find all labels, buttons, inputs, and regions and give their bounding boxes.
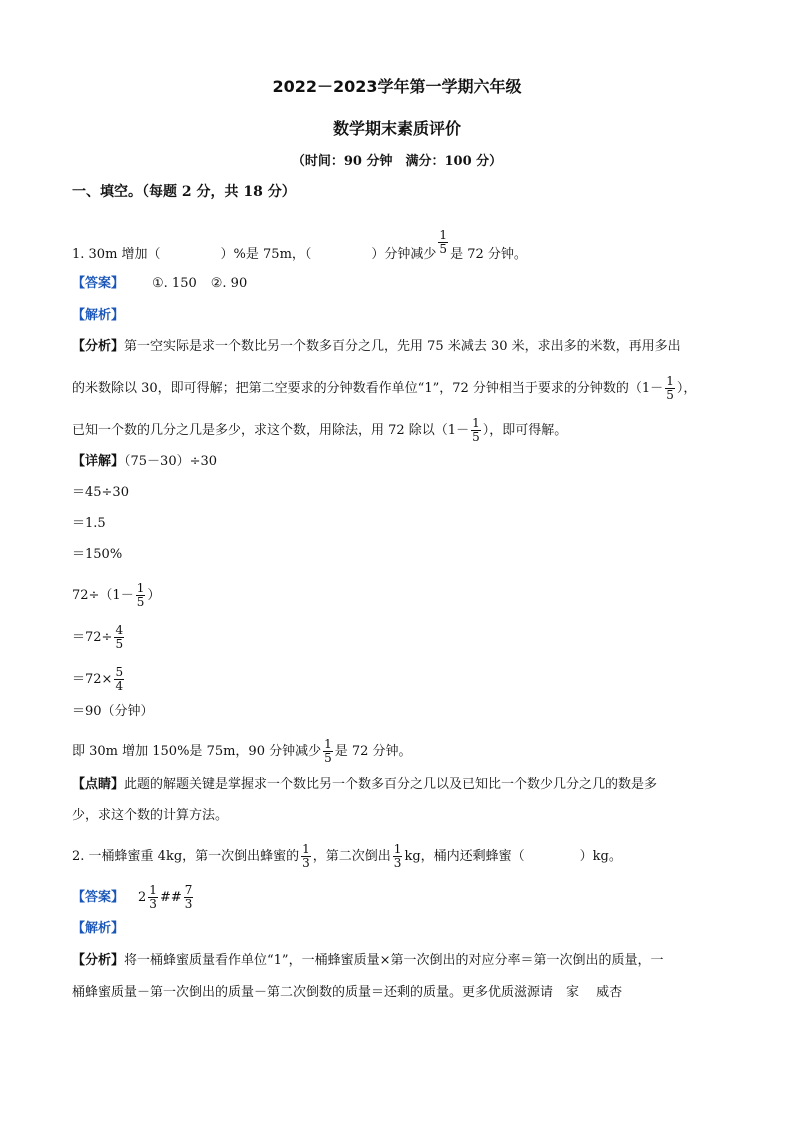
circled-one: ①	[152, 276, 164, 291]
xiangjie-tag: 【详解】	[72, 454, 125, 469]
answer-value-2: . 90	[222, 276, 248, 291]
section-heading: 一、填空。（每题 2 分，共 18 分）	[72, 184, 296, 200]
q1-text-d: 是 72 分钟。	[450, 247, 527, 262]
q1-fenxi-line-2: 的米数除以 30，即可得解；把第二空要求的分钟数看作单位“1”，72 分钟相当于要求的分钟数的（1－ $\frac{1}{5}$ ），	[72, 374, 697, 402]
answer-tag: 【答案】	[72, 890, 125, 905]
q1-xiangjie: 【详解】（75－30）÷30	[72, 454, 218, 469]
fraction: $\frac{1}{5}$	[439, 228, 448, 256]
q1-step-5: ＝72÷ $\frac{4}{5}$	[72, 623, 124, 651]
analysis-tag: 【解析】	[72, 308, 125, 323]
fraction: $\frac{1}{5}$	[666, 374, 674, 402]
q2-answer	[72, 884, 195, 911]
dianjing-tag: 【点睛】	[72, 777, 125, 792]
mixed-number-whole: 2	[138, 890, 147, 905]
fenxi-tag: 【分析】	[72, 953, 125, 968]
q1-dianjing-line-2: 少，求这个数的计算方法。	[72, 808, 229, 823]
fraction: $\frac{1}{3}$	[149, 883, 157, 911]
exam-info: （时间：90 分钟 满分：100 分）	[291, 154, 503, 169]
circled-two: ②	[210, 276, 223, 291]
q1-step-4: 72÷（1－ $\frac{1}{5}$ ）	[72, 581, 161, 609]
q1-conclusion: 即 30m 增加 150%是 75m，90 分钟减少 $\frac{1}{5}$ 是 72 分钟。	[72, 737, 412, 765]
q1-dianjing-line-1: 【点睛】此题的解题关键是掌握求一个数比另一个数多百分之几以及已知比一个数少几分之几的数是多	[72, 777, 658, 792]
fenxi-tag: 【分析】	[72, 339, 125, 354]
fraction: $\frac{4}{5}$	[115, 623, 124, 651]
q1-step-1: ＝45÷30	[72, 485, 129, 500]
fraction: $\frac{5}{4}$	[115, 665, 124, 693]
q1-answer	[72, 275, 247, 293]
fraction: $\frac{1}{5}$	[472, 416, 480, 444]
q2-fenxi-line-2: 桶蜂蜜质量－第一次倒出的质量－第二次倒数的质量＝还剩的质量。更多优质滋源请 家 威杏	[72, 985, 623, 1000]
q1-step-6: ＝72× $\frac{5}{4}$	[72, 665, 124, 693]
analysis-tag: 【解析】	[72, 921, 125, 936]
fraction: $\frac{1}{5}$	[136, 581, 145, 609]
q1-step-2: ＝1.5	[72, 516, 106, 531]
fraction: $\frac{1}{3}$	[393, 842, 402, 870]
answer-value-1: . 150	[163, 276, 197, 291]
answer-tag: 【答案】	[72, 276, 125, 291]
q1-text-c: ）分钟减少	[371, 247, 437, 262]
fraction: $\frac{1}{3}$	[302, 842, 310, 870]
answer-separator: ##	[159, 890, 182, 905]
question-2: 2. 一桶蜂蜜重 4kg，第一次倒出蜂蜜的 $\frac{1}{3}$ ，第二次倒出 $\frac{1}{3}$ kg，桶内还剩蜂蜜（ ）kg。	[72, 842, 622, 870]
fraction: $\frac{7}{3}$	[184, 883, 193, 911]
exam-title: 2022－2023学年第一学期六年级	[272, 77, 522, 96]
q1-text-b: ）%是 75m，（	[220, 247, 312, 262]
q1-fenxi-line-3: 已知一个数的几分之几是多少，求这个数，用除法，用 72 除以（1－ $\frac{1}{5}$ ），即可得解。	[72, 416, 568, 444]
q2-fenxi-line-1: 【分析】将一桶蜂蜜质量看作单位“1”，一桶蜂蜜质量×第一次倒出的对应分率＝第一次倒出的质量，一	[72, 953, 664, 968]
q1-step-3: ＝150%	[72, 547, 123, 562]
question-1	[72, 228, 527, 268]
q1-fenxi-line-1: 【分析】第一空实际是求一个数比另一个数多百分之几，先用 75 米减去 30 米，求出多的米数，再用多出	[72, 339, 681, 354]
fraction: $\frac{1}{5}$	[324, 737, 332, 765]
q1-step-7: ＝90（分钟）	[72, 704, 154, 719]
exam-subtitle: 数学期末素质评价	[332, 119, 461, 138]
q1-text-a: 1. 30m 增加（	[72, 247, 161, 262]
